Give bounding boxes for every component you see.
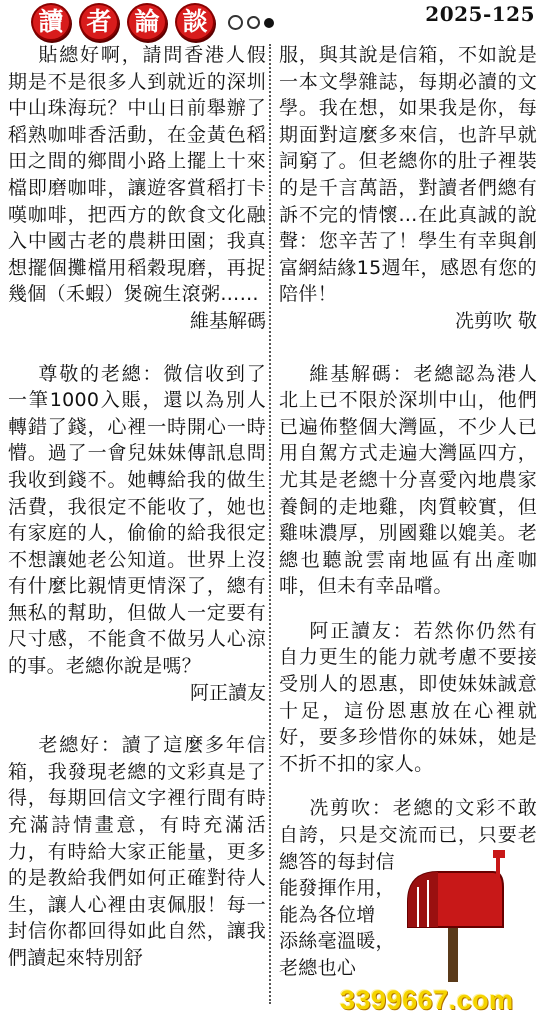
title-char-3: 論 [127, 3, 167, 41]
circle-icon [228, 15, 243, 30]
circle-icon [247, 16, 260, 29]
letter-1-signature: 維基解碼 [189, 309, 266, 332]
reply-3: 冼剪吹：老總的文彩不敢自誇，只是交流而已，只要老總答的每封信 [279, 797, 537, 873]
right-column [279, 42, 537, 982]
issue-number: 2025-125 [425, 2, 535, 26]
site-watermark: 3399667.com [340, 985, 514, 1015]
letter-2: 尊敬的老總：微信收到了一筆1000入賬，還以為別人轉錯了錢，心裡一時開心一時懵。過了一會兒妹妹傳訊息問我收到錢不。她轉給我的做生活費，我很定不能收了，她也有家庭的人，偷偷的給我很定不想讓她老公知道。世界上沒有什麼比親情更情深了，總有無私的幫助，但做人一定要有尺寸感，不能貪不做另人心涼的事。老總你說是嗎？ [8, 362, 266, 678]
decorative-dots [228, 12, 278, 31]
title-char-2: 者 [79, 3, 119, 41]
reply-3-line: 能發揮作用， [279, 877, 395, 900]
dot-icon [264, 18, 274, 28]
left-column [8, 42, 266, 972]
mailbox-icon [398, 842, 508, 982]
reply-3-line: 老總也心 [279, 957, 357, 979]
header [0, 0, 545, 40]
title-char-1: 讀 [31, 3, 71, 41]
title-char-4: 談 [175, 3, 215, 41]
letter-3-signature: 冼剪吹 敬 [454, 309, 537, 332]
letter-3: 老總好：讀了這麼多年信箱，我發現老總的文彩真是了得，每期回信文字裡行間有時充滿詩情畫意，有時充滿活力，有時給大家正能量，更多的是教給我們如何正確對待人生，讓人心裡由衷佩服！每一封信你都回得如此自然，讓我們讀起來特別舒 [8, 734, 266, 969]
reply-1: 維基解碼：老總認為港人北上已不限於深圳中山，他們已遍佈整個大灣區，不少人已用自駕方式走遍大灣區四方，尤其是老總十分喜愛內地農家養飼的走地雞，肉質較實，但雞味濃厚，別國雞以媲美。老總也聽說雲南地區有出產咖啡，但未有幸品嚐。 [279, 362, 537, 598]
letter-2-signature: 阿正讀友 [189, 681, 266, 704]
letter-1: 貼總好啊，請問香港人假期是不是很多人到就近的深圳中山珠海玩？中山日前舉辦了稻熟咖啡香活動，在金黃色稻田之間的鄉間小路上擺上十來檔即磨咖啡，讓遊客賞稻打卡嘆咖啡，把西方的飲食文化融入中國古老的農耕田園；我真想擺個攤檔用稻穀現磨，再捉幾個（禾蝦）煲碗生滾粥…… [8, 44, 266, 306]
reply-2: 阿正讀友：若然你仍然有自力更生的能力就考慮不要接受別人的恩惠，即使妹妹誠意十足，這份恩惠放在心裡就好，要多珍惜你的妹妹，她是不折不扣的家人。 [279, 619, 537, 775]
column-divider [269, 44, 271, 1004]
letter-3-continued: 服，與其說是信箱，不如說是一本文學雜誌，每期必讀的文學。我在想，如果我是你，每期面對這麼多來信，也許早就詞窮了。但老總你的肚子裡裝的是千言萬語，對讀者們總有訴不完的情懷…在此真誠的說聲：您辛苦了！學生有幸與創富網結緣15週年，感恩有您的陪伴！ [279, 44, 537, 306]
reply-3-line: 添絲毫溫暖， [279, 930, 395, 953]
reply-3-line: 能為各位增 [279, 903, 376, 926]
